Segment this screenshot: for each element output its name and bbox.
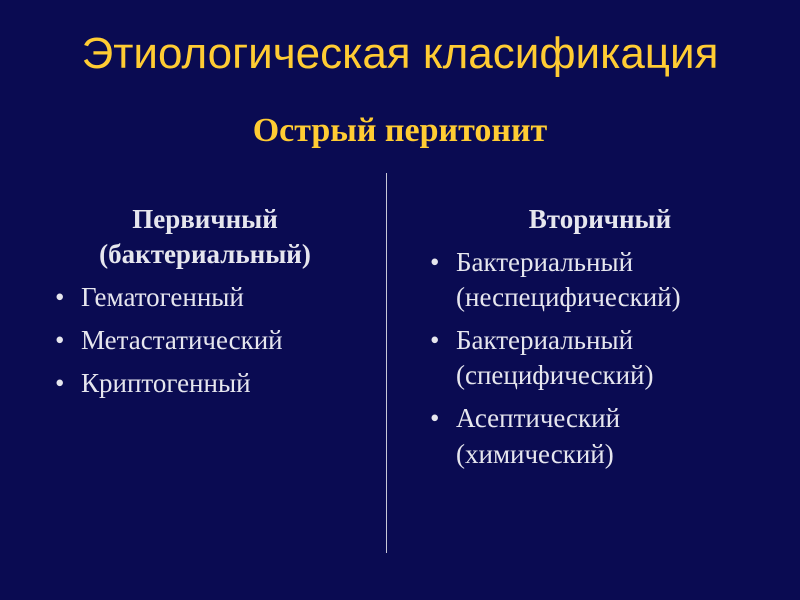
list-item-label: Криптогенный <box>81 368 251 399</box>
list-item-sublabel: (химический) <box>456 438 614 469</box>
list-item <box>430 323 770 393</box>
primary-heading <box>55 202 375 272</box>
list-item <box>55 366 375 401</box>
secondary-heading: Вторичный <box>528 204 672 234</box>
list-item-label: Бактериальный <box>456 247 634 278</box>
slide-title: Этиологическая класификация <box>81 29 719 78</box>
list-item-label: Асептический <box>456 403 621 434</box>
list-item-label: Метастатический <box>81 325 283 356</box>
bullet-icon: • <box>55 368 65 399</box>
secondary-column <box>430 202 770 472</box>
bullet-icon: • <box>55 325 65 356</box>
column-divider <box>386 173 387 553</box>
bullet-icon: • <box>430 403 440 434</box>
list-item-sublabel: (специфический) <box>456 360 654 391</box>
primary-column <box>55 202 375 401</box>
list-item <box>430 245 770 315</box>
bullet-icon: • <box>430 247 440 278</box>
list-item-sublabel: (неспецифический) <box>456 282 681 313</box>
list-item <box>55 280 375 315</box>
slide-subtitle: Острый перитонит <box>252 112 548 149</box>
list-item-label: Гематогенный <box>81 282 244 313</box>
list-item <box>55 323 375 358</box>
bullet-icon: • <box>55 282 65 313</box>
list-item <box>430 401 770 471</box>
bullet-icon: • <box>430 325 440 356</box>
primary-heading-line1: Первичный <box>132 204 278 234</box>
list-item-label: Бактериальный <box>456 325 634 356</box>
primary-heading-line2: (бактериальный) <box>99 239 311 270</box>
